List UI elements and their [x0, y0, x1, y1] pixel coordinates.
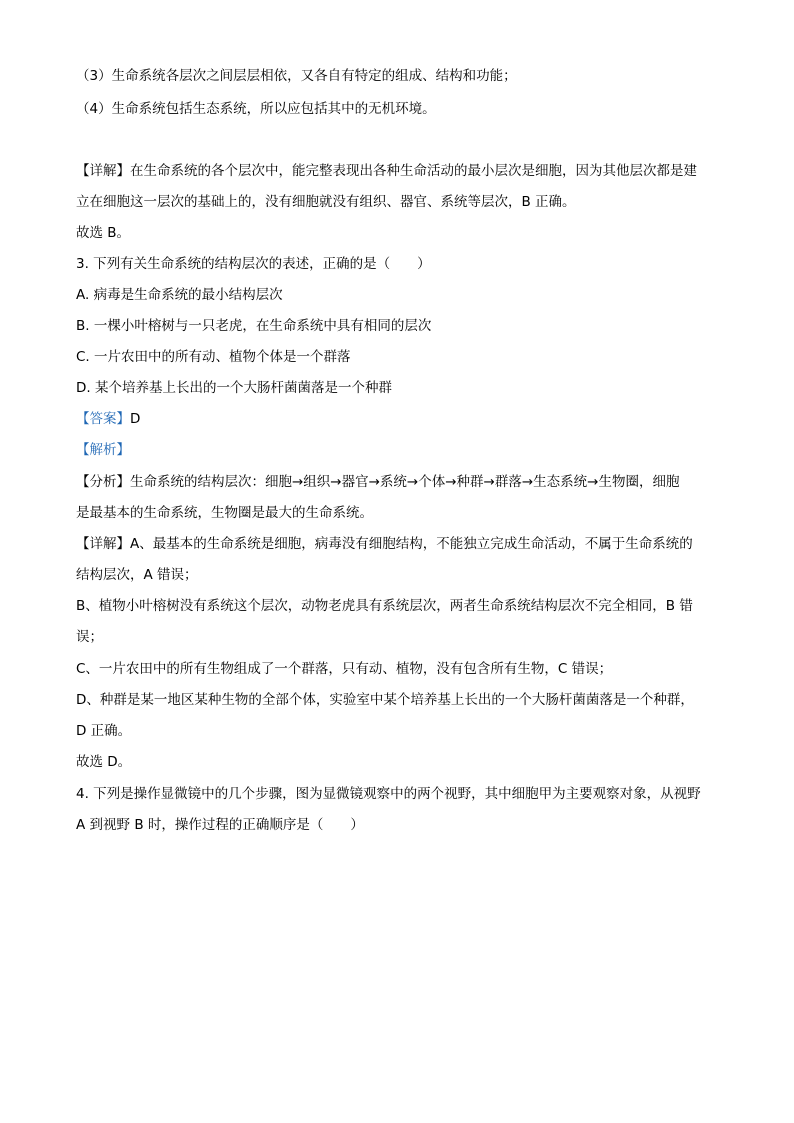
text-line: 是最基本的生命系统，生物圈是最大的生命系统。: [76, 505, 373, 521]
text-line: 故选 B。: [76, 225, 131, 241]
text-line: 结构层次，A 错误；: [76, 567, 198, 583]
option-a: A. 病毒是生命系统的最小结构层次: [76, 287, 283, 303]
text-line: 误；: [76, 629, 103, 645]
text-line: （4）生命系统包括生态系统，所以应包括其中的无机环境。: [76, 101, 436, 117]
question-stem-continued: A 到视野 B 时，操作过程的正确顺序是（ ）: [76, 817, 364, 833]
answer-label: 【答案】: [76, 411, 130, 427]
option-c: C. 一片农田中的所有动、植物个体是一个群落: [76, 349, 351, 365]
answer-value: D: [130, 411, 141, 427]
question-stem: 4. 下列是操作显微镜中的几个步骤，图为显微镜观察中的两个视野，其中细胞甲为主要观察对象，从视野: [76, 786, 701, 802]
text-line: C、一片农田中的所有生物组成了一个群落，只有动、植物，没有包含所有生物，C 错误；: [76, 661, 613, 677]
text-line: 【详解】A、最基本的生命系统是细胞，病毒没有细胞结构，不能独立完成生命活动，不属于生命系统的: [76, 536, 693, 552]
option-d: D. 某个培养基上长出的一个大肠杆菌菌落是一个种群: [76, 380, 392, 396]
text-line: B、植物小叶榕树没有系统这个层次，动物老虎具有系统层次，两者生命系统结构层次不完全相同，B 错: [76, 598, 693, 614]
text-line: 【详解】在生命系统的各个层次中，能完整表现出各种生命活动的最小层次是细胞，因为其他层次都是建: [76, 163, 697, 179]
answer-line: [76, 409, 140, 429]
text-line: D 正确。: [76, 723, 132, 739]
question-stem: 3. 下列有关生命系统的结构层次的表述，正确的是（ ）: [76, 256, 431, 272]
option-b: B. 一棵小叶榕树与一只老虎，在生命系统中具有相同的层次: [76, 318, 432, 334]
analysis-label: 【解析】: [76, 442, 130, 458]
text-line: 故选 D。: [76, 754, 132, 770]
text-line: 【分析】生命系统的结构层次：细胞→组织→器官→系统→个体→种群→群落→生态系统→生物圈，细胞: [76, 474, 680, 490]
text-line: 立在细胞这一层次的基础上的，没有细胞就没有组织、器官、系统等层次，B 正确。: [76, 194, 576, 210]
text-line: D、种群是某一地区某种生物的全部个体，实验室中某个培养基上长出的一个大肠杆菌菌落是一个种群，: [76, 692, 694, 708]
text-line: （3）生命系统各层次之间层层相依，又各自有特定的组成、结构和功能；: [76, 68, 517, 84]
